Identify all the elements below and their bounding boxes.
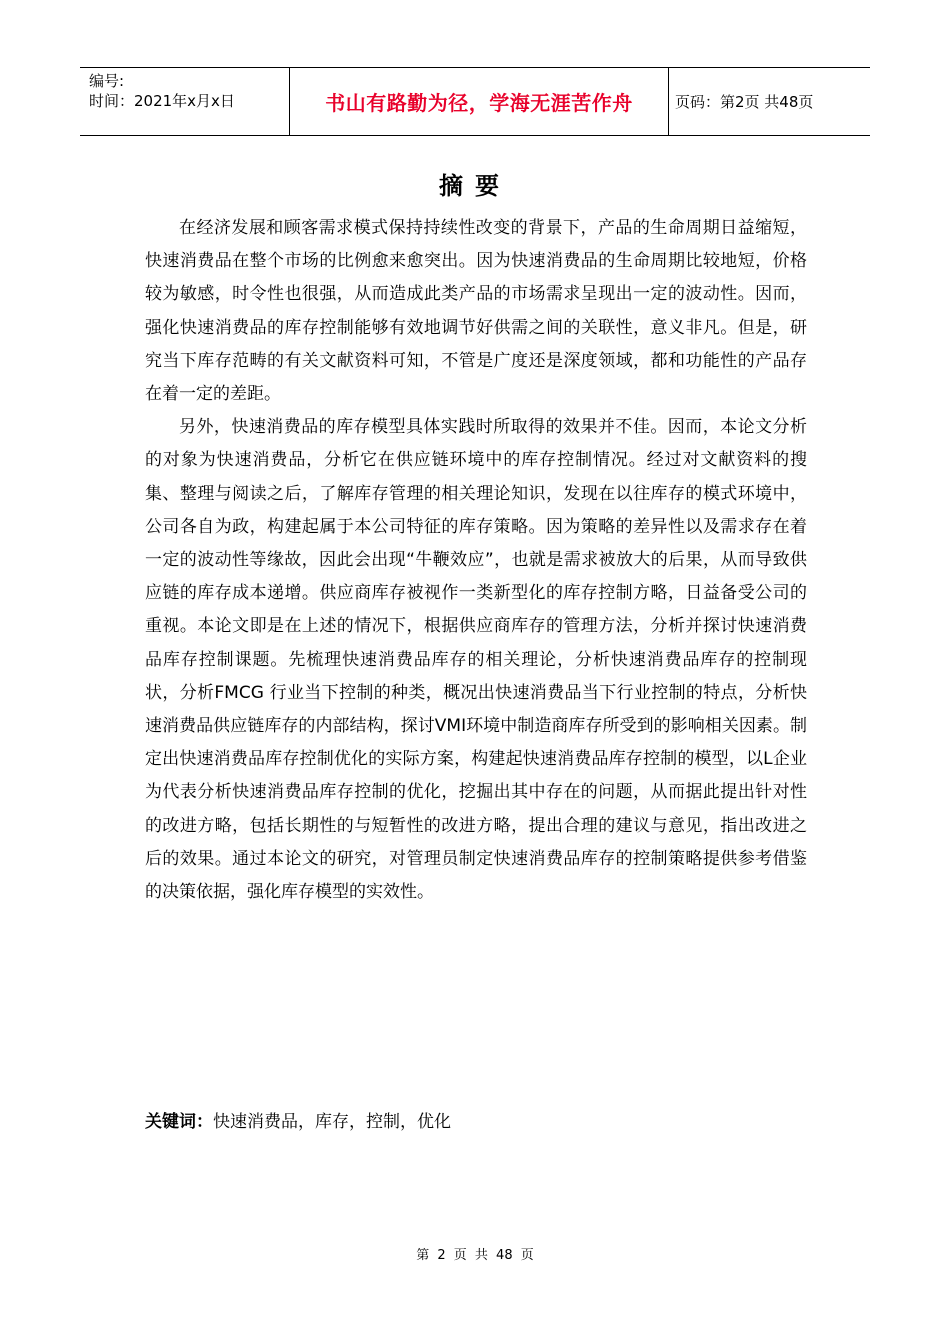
header-page-info: 页码：第2页 共48页 <box>669 68 871 136</box>
keywords-label: 关键词： <box>145 1112 213 1132</box>
page-footer: 第 2 页 共 48 页 <box>416 1248 534 1263</box>
header-meta-cell <box>80 68 290 136</box>
page-title: 摘要 <box>439 172 511 200</box>
keywords-value: 快速消费品，库存，控制，优化 <box>213 1112 451 1132</box>
keywords-line <box>145 1107 807 1137</box>
abstract-body <box>145 212 807 909</box>
document-number-label: 编号: <box>89 72 125 90</box>
header-motto: 书山有路勤为径，学海无涯苦作舟 <box>290 68 669 136</box>
abstract-paragraph-1: 在经济发展和顾客需求模式保持持续性改变的背景下，产品的生命周期日益缩短，快速消费品在整个市场的比例愈来愈突出。因为快速消费品的生命周期比较地短，价格较为敏感，时令性也很强，从而造成此类产品的市场需求呈现出一定的波动性。因而，强化快速消费品的库存控制能够有效地调节好供需之间的关联性，意义非凡。但是，研究当下库存范畴的有关文献资料可知，不管是广度还是深度领域，都和功能性的产品存在着一定的差距。 <box>145 218 807 405</box>
document-date: 时间：2021年x月x日 <box>89 92 235 110</box>
abstract-paragraph-2: 另外，快速消费品的库存模型具体实践时所取得的效果并不佳。因而，本论文分析的对象为快速消费品，分析它在供应链环境中的库存控制情况。经过对文献资料的搜集、整理与阅读之后，了解库存管理的相关理论知识，发现在以往库存的模式环境中，公司各自为政，构建起属于本公司特征的库存策略。因为策略的差异性以及需求存在着一定的波动性等缘故，因此会出现“牛鞭效应”，也就是需求被放大的后果，从而导致供应链的库存成本递增。供应商库存被视作一类新型化的库存控制方略，日益备受公司的重视。本论文即是在上述的情况下，根据供应商库存的管理方法，分析并探讨快速消费品库存控制课题。先梳理快速消费品库存的相关理论，分析快速消费品库存的控制现状，分析FMCG 行业当下控制的种类，概况出快速消费品当下行业控制的特点，分析快速消费品供应链库存的内部结构，探讨VMI环境中制造商库存所受到的影响相关因素。制定出快速消费品库存控制优化的实际方案，构建起快速消费品库存控制的模型，以L企业为代表分析快速消费品库存控制的优化，挖掘出其中存在的问题，从而据此提出针对性的改进方略，包括长期性的与短暂性的改进方略，提出合理的建议与意见，指出改进之后的效果。通过本论文的研究，对管理员制定快速消费品库存的控制策略提供参考借鉴的决策依据，强化库存模型的实效性。 <box>145 417 807 903</box>
document-header <box>80 67 870 136</box>
